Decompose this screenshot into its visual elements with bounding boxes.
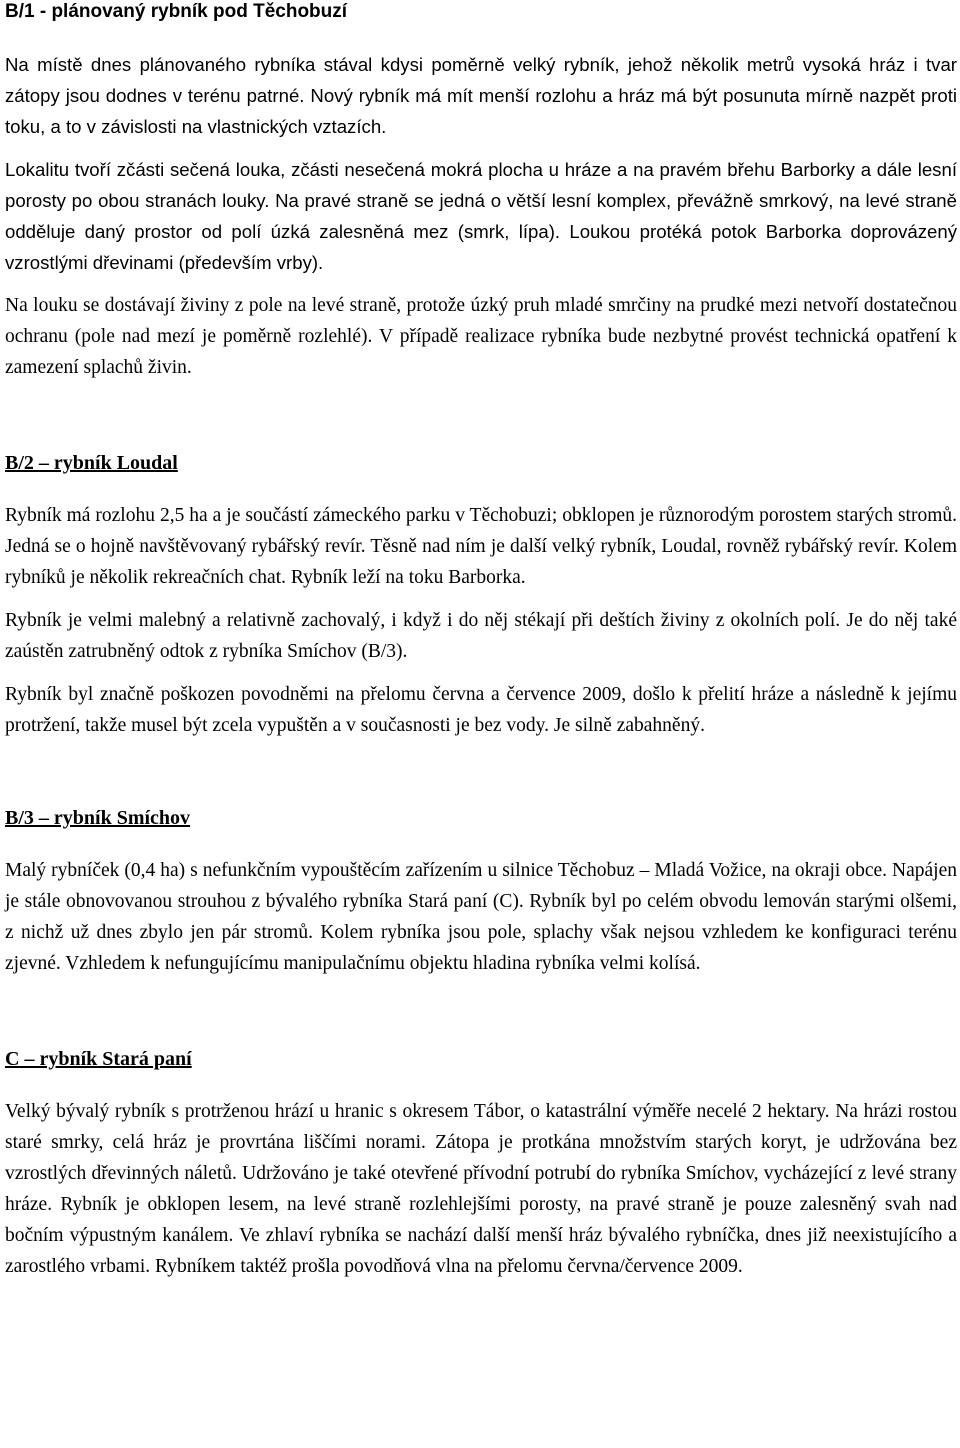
section-b1: [5, 1, 957, 383]
section-title-b3: B/3 – rybník Smíchov: [5, 807, 191, 829]
paragraph-b2-3: Rybník byl značně poškozen povodněmi na přelomu června a července 2009, došlo k přelití hráze a následně k jejímu protržení, takže musel být zcela vypuštěn a v současnosti je bez vody. Je silně zabahněný.: [5, 684, 957, 736]
section-title-c: C – rybník Stará paní: [5, 1048, 192, 1070]
paragraph-c-1: Velký bývalý rybník s protrženou hrází u hranic s okresem Tábor, o katastrální výměře necelé 2 hektary. Na hrázi rostou staré smrky, celá hráz je provrtána liščími norami. Zátopa je protkána množstvím starých koryt, je udržována bez vzrostlých dřevinných náletů. Udržováno je také otevřené přívodní potrubí do rybníka Smíchov, vycházející z levé strany hráze. Rybník je obklopen lesem, na levé straně rozlehlejšími porosty, na pravé straně je pouze zalesněný svah nad bočním výpustným kanálem. Ve zhlaví rybníka se nachází další menší hráz bývalého rybníčka, dnes již neexistujícího a zarostlého vrbami. Rybníkem taktéž prošla povodňová vlna na přelomu června/července 2009.: [5, 1101, 957, 1277]
section-c: [5, 1048, 957, 1282]
paragraph-b1-3: Na louku se dostávají živiny z pole na levé straně, protože úzký pruh mladé smrčiny na prudké mezi netvoří dostatečnou ochranu (pole nad mezí je poměrně rozlehlé). V případě realizace rybníka bude nezbytné provést technická opatření k zamezení splachů živin.: [5, 295, 957, 378]
section-b2: [5, 452, 957, 741]
section-b3: [5, 807, 957, 979]
paragraph-b2-1: Rybník má rozlohu 2,5 ha a je součástí zámeckého parku v Těchobuzi; obklopen je různorodým porostem starých stromů. Jedná se o hojně navštěvovaný rybářský revír. Těsně nad ním je další velký rybník, Loudal, rovněž rybářský revír. Kolem rybníků je několik rekreačních chat. Rybník leží na toku Barborka.: [5, 505, 957, 588]
paragraph-b1-2: Lokalitu tvoří zčásti sečená louka, zčásti nesečená mokrá plocha u hráze a na pravém břehu Barborky a dále lesní porosty po obou stranách louky. Na pravé straně se jedná o větší lesní komplex, převážně smrkový, na levé straně odděluje daný prostor od polí úzká zalesněná mez (smrk, lípa). Loukou protéká potok Barborka doprovázený vzrostlými dřevinami (především vrby).: [5, 159, 957, 273]
paragraph-b3-1: Malý rybníček (0,4 ha) s nefunkčním vypouštěcím zařízením u silnice Těchobuz – Mladá Vožice, na okraji obce. Napájen je stále obnovovanou strouhou z bývalého rybníka Stará paní (C). Rybník byl po celém obvodu lemován starými olšemi, z nichž už dnes zbylo jen pár stromů. Kolem rybníka jsou pole, splachy však nejsou vzhledem ke konfiguraci terénu zjevné. Vzhledem k nefungujícímu manipulačnímu objektu hladina rybníka velmi kolísá.: [5, 860, 957, 974]
section-title-b1: B/1 - plánovaný rybník pod Těchobuzí: [5, 1, 348, 22]
paragraph-b1-1: Na místě dnes plánovaného rybníka stával kdysi poměrně velký rybník, jehož několik metrů vysoká hráz i tvar zátopy jsou dodnes v terénu patrné. Nový rybník má mít menší rozlohu a hráz má být posunuta mírně nazpět proti toku, a to v závislosti na vlastnických vztazích.: [5, 54, 957, 137]
section-title-b2: B/2 – rybník Loudal: [5, 452, 178, 474]
paragraph-b2-2: Rybník je velmi malebný a relativně zachovalý, i když i do něj stékají při deštích živiny z okolních polí. Je do něj také zaústěn zatrubněný odtok z rybníka Smíchov (B/3).: [5, 610, 957, 662]
document-page: [5, 0, 957, 1282]
